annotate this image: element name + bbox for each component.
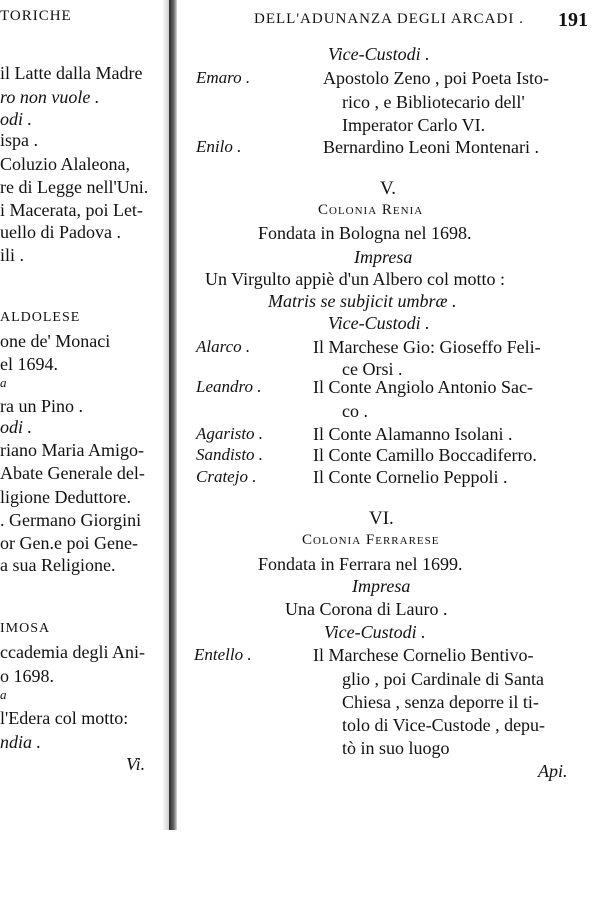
entry-line: tolo di Vice-Custode , depu-	[342, 715, 546, 735]
left-line: ispa .	[0, 130, 38, 150]
section-numeral: V.	[380, 178, 397, 199]
arcadian-name: Agaristo .	[196, 424, 264, 443]
founded-line: Fondata in Bologna nel 1698.	[258, 223, 472, 243]
left-line: i Macerata, poi Let-	[0, 200, 143, 220]
entry-line: Il Marchese Cornelio Bentivo-	[313, 645, 534, 665]
arcadian-name: Enilo .	[196, 137, 242, 156]
left-line: l'Edera col motto:	[0, 708, 129, 728]
left-line: a	[0, 375, 7, 390]
impresa-label: Impresa	[352, 576, 411, 596]
arcadian-name: Entello .	[194, 645, 252, 664]
entry-line: Imperator Carlo VI.	[342, 115, 486, 135]
impresa-text: Un Virgulto appiè d'un Albero col motto :	[205, 269, 505, 289]
left-line: re di Legge nell'Uni.	[0, 177, 149, 197]
entry-line: Bernardino Leoni Montenari .	[323, 137, 539, 157]
entry-line: ce Orsi .	[342, 359, 403, 379]
left-line: il Latte dalla Madre	[0, 63, 143, 83]
entry-line: Chiesa , senza deporre il ti-	[342, 692, 539, 712]
arcadian-name: Emaro .	[196, 68, 251, 87]
page-number: 191	[558, 9, 588, 31]
colony-title: Colonia Ferrarese	[302, 532, 440, 548]
left-line: riano Maria Amigo-	[0, 440, 144, 460]
entry-line: Apostolo Zeno , poi Poeta Isto-	[323, 68, 549, 88]
catchword: Api.	[538, 761, 568, 781]
entry-line: glio , poi Cardinale di Santa	[342, 669, 544, 689]
left-line: Abate Generale del-	[0, 463, 145, 483]
arcadian-name: Cratejo .	[196, 467, 257, 486]
left-colony-heading: ALDOLESE	[0, 310, 81, 325]
left-line: a sua Religione.	[0, 555, 116, 575]
vice-custodi-label: Vice-Custodi .	[328, 313, 430, 333]
running-head: DELL'ADUNANZA DEGLI ARCADI .	[254, 11, 524, 27]
gutter-shadow	[162, 0, 169, 830]
left-line: odi .	[0, 417, 33, 437]
left-line: ccademia degli Ani-	[0, 642, 145, 662]
section-numeral: VI.	[369, 508, 394, 529]
left-line: ra un Pino .	[0, 396, 83, 416]
impresa-label: Impresa	[354, 247, 413, 267]
left-line: ili .	[0, 245, 25, 265]
entry-line: Il Marchese Gio: Gioseffo Feli-	[313, 337, 541, 357]
arcadian-name: Leandro .	[196, 377, 262, 396]
founded-line: Fondata in Ferrara nel 1699.	[258, 554, 463, 574]
motto: Matris se subjicit umbræ .	[268, 291, 457, 311]
left-line: Coluzio Alaleona,	[0, 154, 130, 174]
left-colony-heading: IMOSA	[0, 621, 51, 636]
left-line: . Germano Giorgini	[0, 510, 142, 530]
left-line: ro non vuole .	[0, 87, 100, 107]
left-line: odi .	[0, 109, 33, 129]
entry-line: Il Conte Alamanno Isolani .	[313, 424, 513, 444]
left-line: one de' Monaci	[0, 331, 111, 351]
entry-line: co .	[342, 401, 368, 421]
book-gutter	[169, 0, 177, 830]
colony-title: Colonia Renia	[318, 202, 424, 218]
left-line: o 1698.	[0, 666, 54, 686]
left-line: ndia .	[0, 732, 42, 752]
entry-line: rico , e Bibliotecario dell'	[342, 92, 525, 112]
left-line: ligione Deduttore.	[0, 487, 131, 507]
left-line: uello di Padova .	[0, 222, 121, 242]
left-catchword: Vi.	[126, 754, 146, 774]
entry-line: Il Conte Angiolo Antonio Sac-	[313, 377, 533, 397]
vice-custodi-label: Vice-Custodi .	[324, 622, 426, 642]
entry-line: Il Conte Cornelio Peppoli .	[313, 467, 508, 487]
entry-line: tò in suo luogo	[342, 738, 450, 758]
left-running-head: TORICHE	[0, 8, 72, 24]
left-line: or Gen.e poi Gene-	[0, 533, 138, 553]
impresa-text: Una Corona di Lauro .	[285, 599, 448, 619]
left-line: el 1694.	[0, 354, 58, 374]
arcadian-name: Alarco .	[196, 337, 251, 356]
left-line: a	[0, 687, 7, 702]
vice-custodi-label: Vice-Custodi .	[328, 44, 430, 64]
arcadian-name: Sandisto .	[196, 445, 264, 464]
entry-line: Il Conte Camillo Boccadiferro.	[313, 445, 537, 465]
